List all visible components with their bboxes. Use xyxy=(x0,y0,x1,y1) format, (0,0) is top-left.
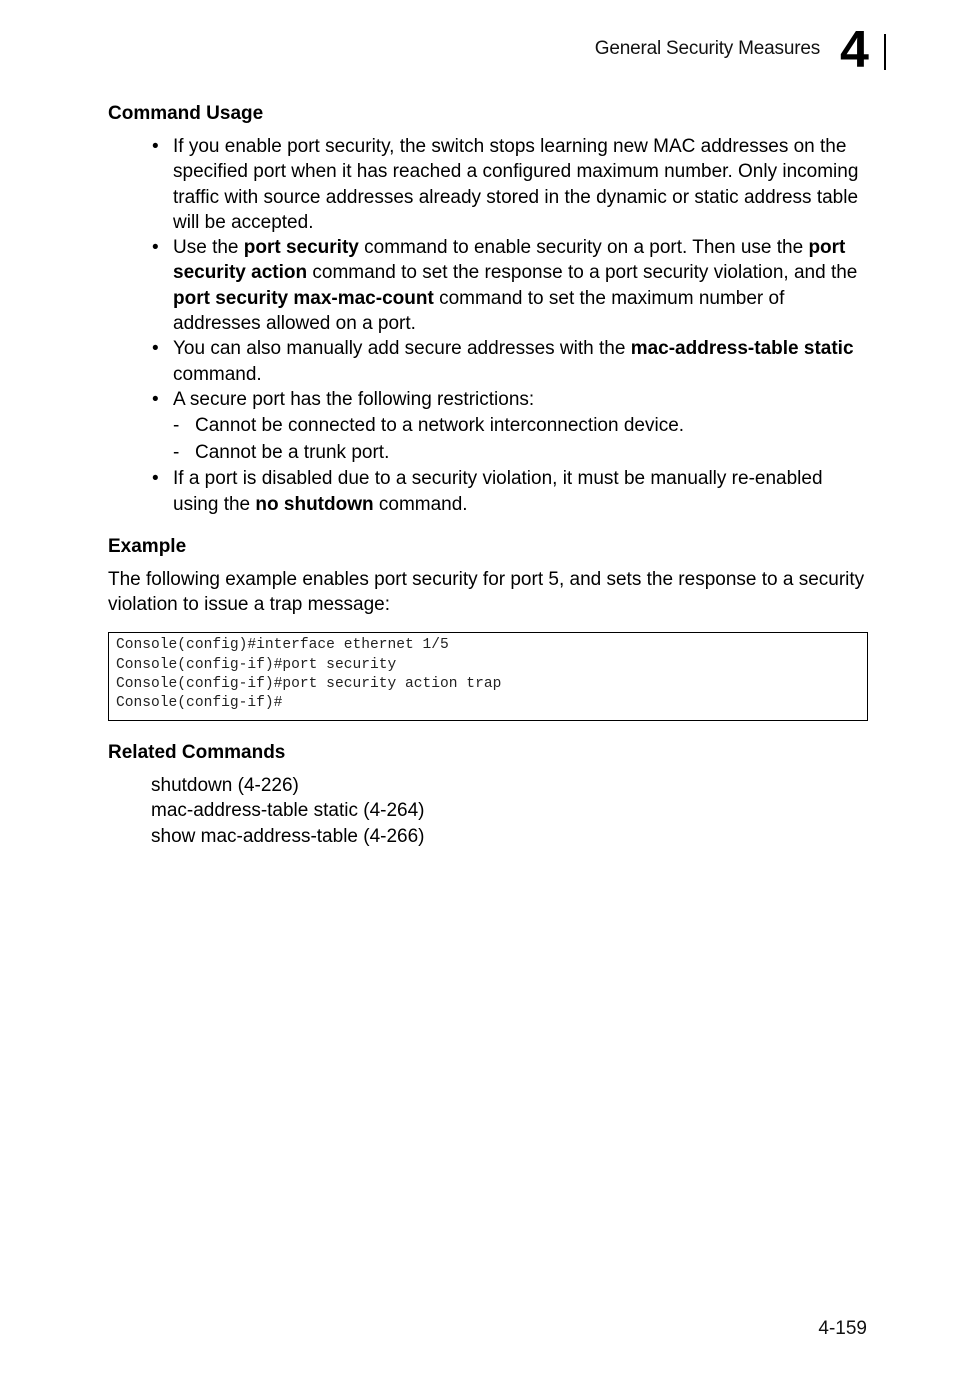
example-heading: Example xyxy=(108,535,187,557)
usage-item xyxy=(152,134,868,235)
usage-item xyxy=(152,466,868,517)
command-usage-list xyxy=(108,134,868,517)
usage-item xyxy=(152,336,868,387)
restriction-item xyxy=(173,439,868,466)
command-name: port security xyxy=(243,237,359,259)
usage-text: command to set the response to a port security violation, and the xyxy=(307,262,858,284)
command-name: no shutdown xyxy=(255,493,374,515)
usage-item xyxy=(152,387,868,466)
usage-text: command to enable security on a port. Then use the xyxy=(358,237,809,259)
dash-marker: - xyxy=(173,442,180,464)
usage-text: command to set the maximum number of addresses allowed on a port. xyxy=(173,287,785,335)
related-commands-list xyxy=(108,773,868,850)
bullet-marker: • xyxy=(152,468,159,490)
restriction-list xyxy=(173,412,868,466)
example-code-block xyxy=(108,632,868,720)
page-content xyxy=(108,102,868,849)
code-line: Console(config-if)#port security xyxy=(116,656,397,673)
running-header-title: General Security Measures xyxy=(594,38,820,59)
code-line: Console(config-if)# xyxy=(116,695,283,712)
chapter-marker xyxy=(840,21,886,79)
example-description: The following example enables port security for port 5, and sets the response to a security violation to issue a trap message: xyxy=(108,568,865,616)
restriction-text: Cannot be a trunk port. xyxy=(195,442,390,464)
usage-text: If a port is disabled due to a security violation, it must be manually re-enabled using the xyxy=(173,468,823,515)
chapter-rule xyxy=(884,34,886,70)
bullet-marker: • xyxy=(152,388,159,410)
restriction-item xyxy=(173,412,868,439)
usage-text: If you enable port security, the switch stops learning new MAC addresses on the specified port when it has reached a configured maximum number. Only incoming traffic with source addresses already stored in the dynamic or static address table will be accepted. xyxy=(173,136,859,233)
bullet-marker: • xyxy=(152,136,159,157)
usage-text: You can also manually add secure addresses with the xyxy=(173,338,631,360)
page-number: 4-159 xyxy=(818,1318,867,1339)
code-line: Console(config)#interface ethernet 1/5 xyxy=(116,637,449,654)
usage-text: A secure port has the following restrictions: xyxy=(173,388,535,410)
code-line: Console(config-if)#port security action trap xyxy=(116,676,502,693)
related-command-item: shutdown (4-226) xyxy=(151,774,299,796)
usage-text: command. xyxy=(173,363,262,385)
command-usage-heading: Command Usage xyxy=(108,103,264,124)
bullet-marker: • xyxy=(152,338,159,360)
related-commands-heading: Related Commands xyxy=(108,741,286,763)
related-command-item: mac-address-table static (4-264) xyxy=(151,800,425,822)
chapter-number: 4 xyxy=(840,21,869,79)
usage-text: Use the xyxy=(173,237,244,259)
command-name: mac-address-table static xyxy=(630,338,854,360)
restriction-text: Cannot be connected to a network interconnection device. xyxy=(195,415,685,437)
dash-marker: - xyxy=(173,415,180,437)
bullet-marker: • xyxy=(152,237,159,259)
usage-text: command. xyxy=(373,493,468,515)
command-name: port security action xyxy=(173,237,846,284)
command-name: port security max-mac-count xyxy=(173,287,434,309)
related-command-item: show mac-address-table (4-266) xyxy=(151,825,425,847)
usage-item xyxy=(152,235,868,336)
